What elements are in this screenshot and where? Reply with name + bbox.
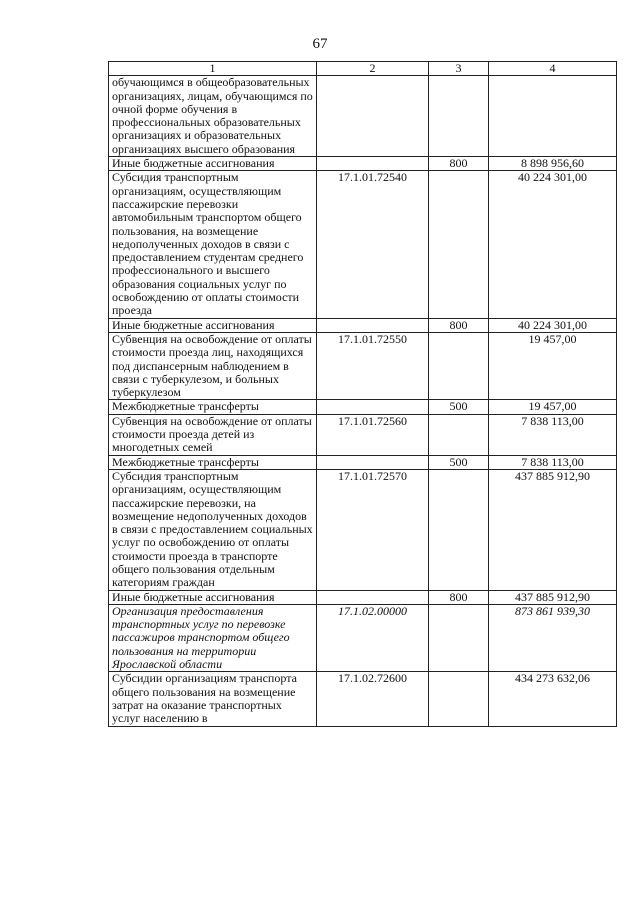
row-target-code: 17.1.01.72560 [317, 414, 429, 455]
row-amount: 437 885 912,90 [489, 590, 617, 604]
column-header-3: 3 [429, 62, 489, 76]
row-description: Иные бюджетные ассигнования [109, 590, 317, 604]
row-target-code [317, 76, 429, 157]
row-expense-type: 800 [429, 157, 489, 171]
row-expense-type [429, 469, 489, 590]
row-amount [489, 76, 617, 157]
row-target-code [317, 400, 429, 414]
row-amount: 19 457,00 [489, 400, 617, 414]
row-amount: 7 838 113,00 [489, 455, 617, 469]
row-target-code [317, 590, 429, 604]
table-row [109, 414, 617, 455]
table-row [109, 455, 617, 469]
row-description: обучающимся в общеобразовательных организациях, лицам, обучающимся по очной форме обучения в профессиональных образовательных организациях и образовательных организациях высшего образования [109, 76, 317, 157]
row-target-code [317, 157, 429, 171]
row-amount: 873 861 939,30 [489, 604, 617, 671]
row-target-code: 17.1.01.72550 [317, 332, 429, 399]
row-amount: 19 457,00 [489, 332, 617, 399]
row-description: Субсидия транспортным организациям, осуществляющим пассажирские перевозки автомобильным транспортом общего пользования, на возмещение недополученных доходов в связи с предоставлением студентам среднего профессионального и высшего образования социальных услуг по освобождению от оплаты стоимости проезда [109, 171, 317, 318]
table-row [109, 76, 617, 157]
row-description: Иные бюджетные ассигнования [109, 157, 317, 171]
row-expense-type [429, 604, 489, 671]
row-expense-type: 500 [429, 400, 489, 414]
row-amount: 8 898 956,60 [489, 157, 617, 171]
table-row [109, 318, 617, 332]
row-expense-type [429, 414, 489, 455]
row-target-code [317, 318, 429, 332]
row-amount: 434 273 632,06 [489, 672, 617, 726]
row-amount: 437 885 912,90 [489, 469, 617, 590]
row-expense-type: 800 [429, 318, 489, 332]
row-expense-type: 500 [429, 455, 489, 469]
row-description: Межбюджетные трансферты [109, 455, 317, 469]
table-row [109, 400, 617, 414]
table-row [109, 672, 617, 726]
column-header-4: 4 [489, 62, 617, 76]
table-row [109, 171, 617, 318]
row-target-code: 17.1.02.00000 [317, 604, 429, 671]
row-description: Субсидия транспортным организациям, осуществляющим пассажирские перевозки, на возмещение недополученных доходов в связи с предоставлением социальных услуг по освобождению от оплаты стоимости проезда в транспорте общего пользования отдельным категориям граждан [109, 469, 317, 590]
row-target-code [317, 455, 429, 469]
row-description: Организация предоставления транспортных услуг по перевозке пассажиров транспортом общего пользования на территории Ярославской области [109, 604, 317, 671]
row-amount: 7 838 113,00 [489, 414, 617, 455]
row-description: Субвенция на освобождение от оплаты стоимости проезда детей из многодетных семей [109, 414, 317, 455]
table-row [109, 469, 617, 590]
row-expense-type [429, 76, 489, 157]
row-description: Субвенция на освобождение от оплаты стоимости проезда лиц, находящихся под диспансерным наблюдением в связи с туберкулезом, и больных туберкулезом [109, 332, 317, 399]
row-amount: 40 224 301,00 [489, 171, 617, 318]
table-header-row [109, 62, 617, 76]
budget-table [108, 61, 617, 727]
row-expense-type [429, 672, 489, 726]
table-row [109, 332, 617, 399]
row-target-code: 17.1.02.72600 [317, 672, 429, 726]
row-expense-type [429, 332, 489, 399]
row-expense-type [429, 171, 489, 318]
row-description: Иные бюджетные ассигнования [109, 318, 317, 332]
column-header-1: 1 [109, 62, 317, 76]
row-target-code: 17.1.01.72570 [317, 469, 429, 590]
row-amount: 40 224 301,00 [489, 318, 617, 332]
page-number: 67 [312, 36, 328, 52]
row-description: Межбюджетные трансферты [109, 400, 317, 414]
column-header-2: 2 [317, 62, 429, 76]
row-target-code: 17.1.01.72540 [317, 171, 429, 318]
table-row [109, 590, 617, 604]
table-row [109, 604, 617, 671]
row-expense-type: 800 [429, 590, 489, 604]
table-row [109, 157, 617, 171]
row-description: Субсидии организациям транспорта общего пользования на возмещение затрат на оказание транспортных услуг населению в [109, 672, 317, 726]
